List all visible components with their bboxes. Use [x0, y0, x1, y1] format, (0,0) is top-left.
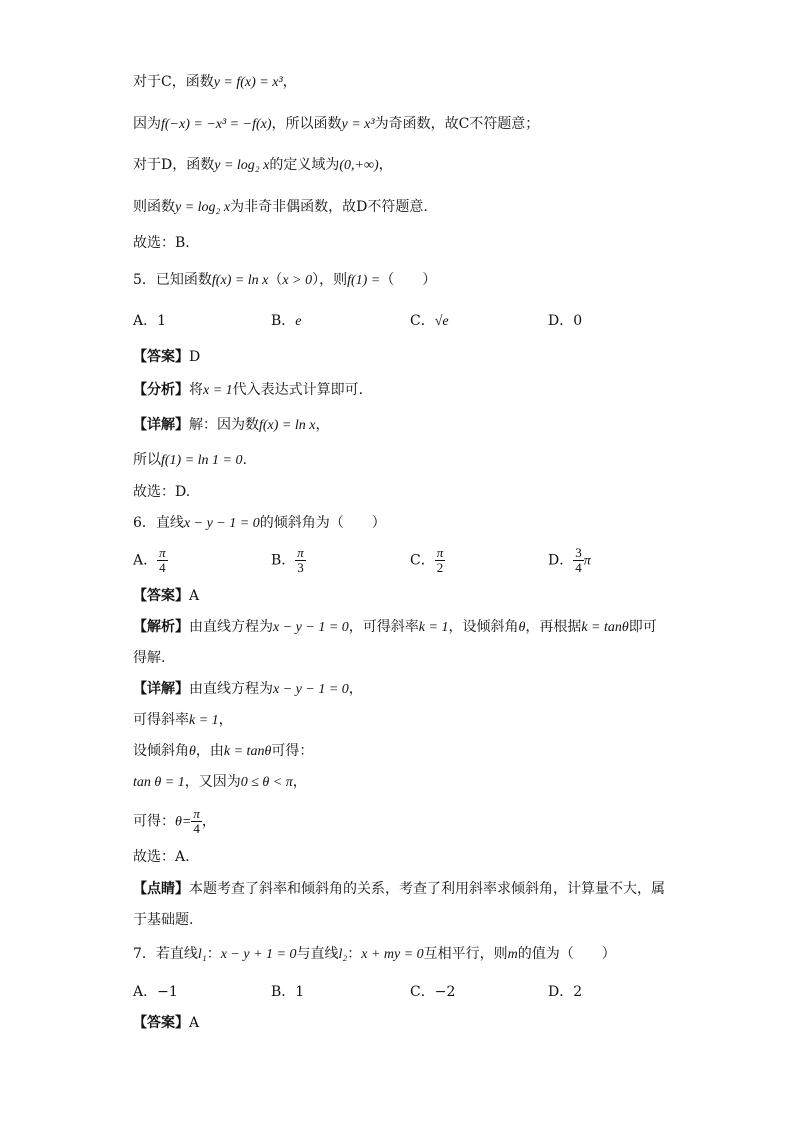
- text: 与直线: [296, 946, 339, 962]
- text: 为奇函数，故C不符题意；: [374, 116, 540, 132]
- formula: (0,+∞): [339, 158, 379, 173]
- answer-tag: 【答案】: [133, 1015, 189, 1031]
- denominator: 3: [297, 560, 304, 575]
- formula: 0 ≤ θ < π: [240, 775, 293, 790]
- option-a: [133, 982, 178, 1002]
- answer-value: D: [189, 349, 201, 365]
- text-line: [133, 197, 428, 218]
- detail-line: [133, 415, 329, 436]
- detail-tag: 【详解】: [133, 681, 189, 697]
- text-line: [133, 482, 190, 502]
- option-label: C．: [410, 552, 435, 569]
- text-line: [133, 772, 307, 793]
- text: （ ）: [380, 272, 437, 288]
- text: 5．已知函数: [133, 272, 212, 288]
- formula: k = tanθ: [223, 744, 272, 759]
- text: ，: [201, 813, 216, 830]
- text: ：: [347, 946, 362, 962]
- option-label: B．: [271, 552, 296, 569]
- option-c: [410, 982, 455, 1002]
- text: 的倾斜角为（ ）: [259, 515, 386, 531]
- denominator: 4: [193, 821, 200, 836]
- option-label: A．−1: [133, 984, 178, 1000]
- option-d: [548, 982, 582, 1002]
- text: 7．若直线: [133, 946, 198, 962]
- formula: f(x) = ln x: [259, 418, 316, 433]
- formula: f(x) = ln x: [211, 273, 269, 288]
- numerator: π: [159, 545, 166, 560]
- formula: x − y − 1 = 0: [183, 516, 260, 531]
- text: 于基础题.: [133, 912, 194, 928]
- text-line: [133, 847, 190, 867]
- text: ，: [218, 712, 233, 728]
- formula: f(1) =: [347, 273, 381, 288]
- formula: f(1) = ln 1 = 0: [161, 453, 243, 468]
- option-a: [133, 311, 166, 331]
- text-line: [133, 741, 313, 762]
- fraction: [573, 546, 584, 575]
- formula: √e: [434, 314, 449, 329]
- formula: x = 1: [203, 383, 233, 398]
- detail-line: [133, 679, 363, 700]
- option-label: D．2: [548, 984, 583, 1000]
- formula: m: [507, 947, 518, 962]
- answer-line: [133, 586, 199, 606]
- formula: l₁: [197, 947, 207, 962]
- option-label: B．1: [271, 984, 305, 1000]
- text: ，: [378, 157, 393, 173]
- analysis-tag: 【分析】: [133, 382, 189, 398]
- text: ，: [315, 417, 330, 433]
- text: 解：因为数: [189, 417, 259, 433]
- text: 可得斜率: [133, 712, 189, 728]
- text: 的值为（ ）: [517, 946, 616, 962]
- option-c: [410, 311, 449, 332]
- text: ），则: [312, 272, 348, 288]
- text-line: [133, 710, 233, 731]
- text: 互相平行，则: [423, 946, 508, 962]
- formula: x − y − 1 = 0: [273, 620, 349, 635]
- answer-tag: 【答案】: [133, 588, 189, 604]
- text: ，所以函数: [271, 116, 342, 132]
- option-label: C．: [410, 313, 435, 329]
- text-line: [133, 72, 297, 93]
- text: ，再根据: [525, 619, 582, 635]
- formula: y = x³: [341, 117, 375, 132]
- analysis-tag: 【解析】: [133, 619, 189, 635]
- text: 对于D，函数: [133, 157, 215, 173]
- formula: y = f(x) = x³: [213, 75, 283, 90]
- option-d: [548, 311, 582, 331]
- text: 因为: [133, 116, 161, 132]
- text: 得解.: [133, 650, 166, 666]
- text-line: [133, 155, 393, 176]
- text: 所以: [133, 452, 161, 468]
- question-5: [133, 270, 436, 291]
- question-7: [133, 944, 616, 965]
- formula: e: [295, 314, 302, 329]
- text-line: [133, 114, 539, 135]
- numerator: π: [436, 545, 444, 560]
- denominator: 2: [436, 560, 444, 575]
- option-label: C．−2: [410, 984, 456, 1000]
- text: 可得：: [133, 813, 175, 830]
- text: .: [242, 452, 247, 468]
- numerator: π: [193, 806, 200, 821]
- text-line: [133, 807, 216, 836]
- question-6: [133, 513, 386, 534]
- formula: y = log₂ x: [214, 158, 270, 173]
- formula: k = 1: [189, 713, 219, 728]
- text-line: [133, 648, 165, 668]
- text: ，可得斜率: [348, 619, 419, 635]
- text: 设倾斜角: [133, 743, 189, 759]
- formula: x > 0: [282, 273, 313, 288]
- numerator: 3: [575, 545, 582, 560]
- formula: y = log₂ x: [175, 200, 231, 215]
- text: 6．直线: [133, 515, 184, 531]
- formula: θ: [189, 744, 196, 759]
- text: 故选：D.: [133, 484, 191, 500]
- answer-tag: 【答案】: [133, 349, 189, 365]
- fraction: [295, 546, 306, 575]
- formula: f(−x) = −x³ = −f(x): [161, 117, 272, 132]
- text: 则函数: [133, 199, 175, 215]
- answer-line: [133, 1013, 199, 1033]
- fraction: [435, 546, 446, 575]
- text: ，: [282, 74, 297, 90]
- text: 将: [189, 382, 203, 398]
- text: ：: [206, 946, 221, 962]
- detail-tag: 【详解】: [133, 417, 189, 433]
- option-b: [271, 546, 306, 575]
- formula: x − y − 1 = 0: [273, 682, 349, 697]
- text: 即可: [628, 619, 657, 635]
- formula: x − y + 1 = 0: [220, 947, 297, 962]
- option-b: [271, 982, 304, 1002]
- text: ，: [292, 774, 307, 790]
- text-line: [133, 450, 247, 471]
- text: ，由: [195, 743, 224, 759]
- option-label: A．1: [133, 313, 167, 329]
- answer-value: A: [189, 1015, 200, 1031]
- answer-line: [133, 347, 200, 367]
- text: 代入表达式计算即可.: [232, 382, 364, 398]
- option-label: A．: [133, 552, 158, 569]
- fraction: [191, 807, 202, 836]
- text: （: [268, 272, 283, 288]
- formula: k = 1: [418, 620, 449, 635]
- denominator: 4: [575, 560, 582, 575]
- formula: tan θ = 1: [133, 775, 185, 790]
- tip-line: [133, 879, 665, 899]
- formula: x + my = 0: [361, 947, 424, 962]
- text: 可得：: [271, 743, 314, 759]
- text: ，又因为: [184, 774, 241, 790]
- tip-tag: 【点睛】: [133, 881, 189, 897]
- fraction: [157, 546, 168, 575]
- option-b: [271, 311, 302, 332]
- formula: θ=: [175, 814, 192, 830]
- option-label: D．0: [548, 313, 583, 329]
- formula: θ: [518, 620, 526, 635]
- analysis-line: [133, 380, 363, 401]
- text: 故选：A.: [133, 849, 190, 865]
- text: 故选：B.: [133, 235, 190, 251]
- text: 对于C，函数: [133, 74, 214, 90]
- option-a: [133, 546, 168, 575]
- text: 为非奇非偶函数，故D不符题意.: [230, 199, 428, 215]
- text: 本题考查了斜率和倾斜角的关系，考查了利用斜率求倾斜角，计算量不大，属: [189, 881, 665, 897]
- numerator: π: [297, 545, 304, 560]
- text: ，设倾斜角: [448, 619, 519, 635]
- denominator: 4: [159, 560, 166, 575]
- text: 的定义域为: [269, 157, 340, 173]
- text-line: [133, 233, 190, 253]
- text: 由直线方程为: [189, 619, 273, 635]
- option-c: [410, 546, 445, 575]
- answer-value: A: [189, 588, 200, 604]
- option-label: B．: [271, 313, 296, 329]
- text-line: [133, 910, 193, 930]
- option-label: D．: [548, 552, 574, 569]
- formula: π: [583, 553, 591, 569]
- analysis-line: [133, 617, 657, 638]
- text: ，: [348, 681, 363, 697]
- formula: l₂: [338, 947, 348, 962]
- text: 由直线方程为: [189, 681, 273, 697]
- option-d: [548, 546, 591, 575]
- formula: k = tanθ: [581, 620, 629, 635]
